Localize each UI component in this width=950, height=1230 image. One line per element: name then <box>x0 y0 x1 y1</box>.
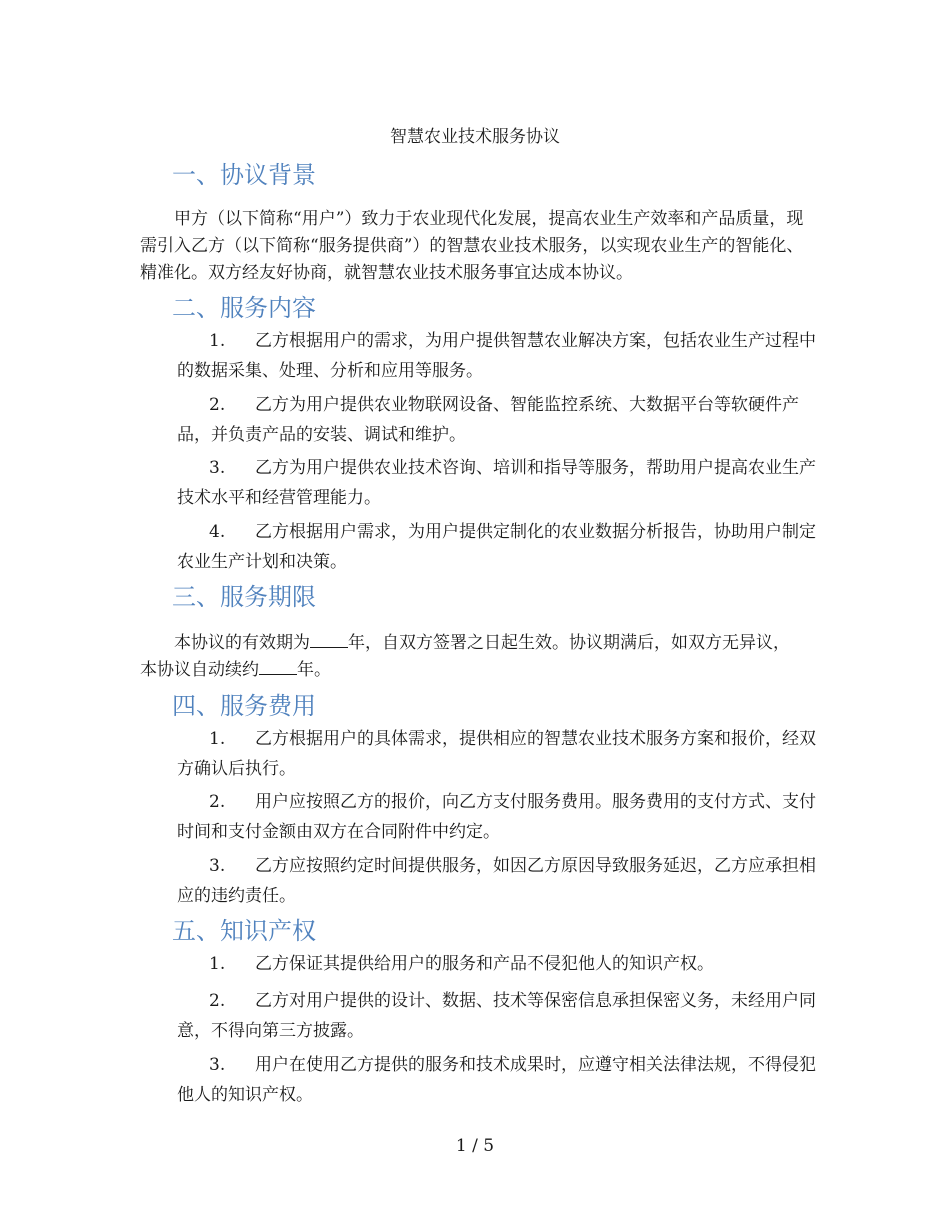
section-heading-term: 三、服务期限 <box>172 583 316 611</box>
list-item <box>177 851 822 911</box>
list-item-number: 3. <box>209 1055 226 1075</box>
list-item-number: 2. <box>209 792 226 812</box>
background-paragraph <box>140 206 820 287</box>
list-item-text: 乙方为用户提供农业技术咨询、培训和指导等服务，帮助用户提高农业生产技术水平和经营管理能力。 <box>177 458 816 508</box>
term-paragraph <box>140 630 800 684</box>
list-item-number: 1. <box>209 331 226 351</box>
list-item <box>177 787 822 847</box>
list-item-number: 1. <box>209 954 226 974</box>
blank-field-renewal-years <box>259 658 297 675</box>
list-item-number: 3. <box>209 856 226 876</box>
list-item-text: 乙方根据用户的需求，为用户提供智慧农业解决方案，包括农业生产过程中的数据采集、处理、分析和应用等服务。 <box>177 331 816 381</box>
section-heading-ip: 五、知识产权 <box>172 917 316 945</box>
list-item <box>177 326 822 386</box>
list-item <box>177 390 822 450</box>
list-item-text: 用户在使用乙方提供的服务和技术成果时，应遵守相关法律法规，不得侵犯他人的知识产权。 <box>177 1055 816 1105</box>
term-text-part3: 年。 <box>297 660 331 680</box>
section-heading-background: 一、协议背景 <box>172 161 316 189</box>
list-item <box>177 986 822 1046</box>
list-item <box>177 453 822 513</box>
list-item-text: 乙方根据用户的具体需求，提供相应的智慧农业技术服务方案和报价，经双方确认后执行。 <box>177 729 816 779</box>
list-item-text: 乙方对用户提供的设计、数据、技术等保密信息承担保密义务，未经用户同意，不得向第三方披露。 <box>177 991 816 1041</box>
document-title: 智慧农业技术服务协议 <box>390 127 560 147</box>
list-item-number: 4. <box>209 522 226 542</box>
list-item-number: 3. <box>209 458 226 478</box>
background-text: 甲方（以下简称“用户”）致力于农业现代化发展，提高农业生产效率和产品质量，现需引入乙方（以下简称“服务提供商”）的智慧农业技术服务，以实现农业生产的智能化、精准化。双方经友好协商，就智慧农业技术服务事宜达成本协议。 <box>140 209 804 283</box>
section-heading-services: 二、服务内容 <box>172 294 316 322</box>
term-text-part1: 本协议的有效期为 <box>174 633 310 653</box>
list-item <box>177 724 822 784</box>
list-item-text: 用户应按照乙方的报价，向乙方支付服务费用。服务费用的支付方式、支付时间和支付金额由双方在合同附件中约定。 <box>177 792 816 842</box>
list-item-number: 1. <box>209 729 226 749</box>
list-item-text: 乙方应按照约定时间提供服务，如因乙方原因导致服务延迟，乙方应承担相应的违约责任。 <box>177 856 816 906</box>
list-item-text: 乙方保证其提供给用户的服务和产品不侵犯他人的知识产权。 <box>255 954 714 974</box>
list-item-text: 乙方根据用户需求，为用户提供定制化的农业数据分析报告，协助用户制定农业生产计划和决策。 <box>177 522 816 572</box>
list-item <box>177 1050 822 1110</box>
section-heading-fees: 四、服务费用 <box>172 692 316 720</box>
list-item-number: 2. <box>209 395 226 415</box>
list-item <box>177 517 822 577</box>
page-indicator: 1 / 5 <box>455 1136 495 1156</box>
term-text-part2: 年，自双方签署之日起生效。协议期满后，如双方无异议，本协议自动续约 <box>140 633 790 680</box>
list-item-text: 乙方为用户提供农业物联网设备、智能监控系统、大数据平台等软硬件产品，并负责产品的安装、调试和维护。 <box>177 395 799 445</box>
blank-field-years <box>310 631 348 648</box>
list-item <box>177 949 822 979</box>
list-item-number: 2. <box>209 991 226 1011</box>
